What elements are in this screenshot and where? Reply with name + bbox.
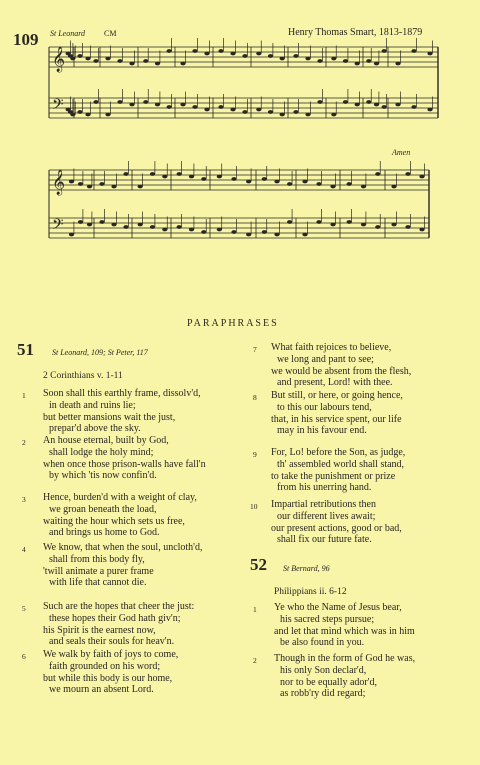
verse-number: 3 xyxy=(22,495,26,504)
note-head xyxy=(330,185,335,189)
note-head xyxy=(427,108,432,112)
verse xyxy=(43,542,203,589)
verse-line: with life that cannot die. xyxy=(49,577,147,589)
verse-line: and seals their souls for heav'n. xyxy=(49,636,175,648)
verse-line: as robb'ry did regard; xyxy=(280,688,366,700)
note-head xyxy=(177,225,182,229)
note-head xyxy=(155,62,160,66)
amen-label: Amen xyxy=(392,148,411,157)
note-head xyxy=(230,52,235,56)
note-head xyxy=(111,185,116,189)
note-head xyxy=(70,57,75,61)
note-head xyxy=(150,172,155,176)
note-head xyxy=(317,59,322,63)
note-head xyxy=(343,59,348,63)
verse-number: 2 xyxy=(22,438,26,447)
note-head xyxy=(143,100,148,104)
verse-number: 7 xyxy=(253,345,257,354)
paraphrase-52-scripture: Philippians ii. 6-12 xyxy=(274,587,347,597)
note-head xyxy=(77,110,82,114)
verse-number: 9 xyxy=(253,450,257,459)
note-head xyxy=(411,105,416,109)
note-head xyxy=(382,105,387,109)
note-head xyxy=(204,52,209,56)
verse-line: Impartial retributions then xyxy=(271,499,376,510)
note-head xyxy=(231,230,236,234)
note-head xyxy=(256,52,261,56)
verse-line: 'twill animate a purer frame xyxy=(43,565,154,577)
verse-line: prepar'd above the sky. xyxy=(49,423,141,435)
verse-line: We walk by faith of joys to come, xyxy=(43,649,179,660)
note-head xyxy=(129,62,134,66)
note-head xyxy=(105,57,110,61)
note-head xyxy=(246,233,251,237)
note-head xyxy=(129,103,134,107)
verse-line: An house eternal, built by God, xyxy=(43,435,169,446)
note-head xyxy=(180,62,185,66)
note-head xyxy=(280,113,285,117)
note-head xyxy=(262,230,267,234)
verse-number: 1 xyxy=(253,605,257,614)
verse-line: Soon shall this earthly frame, dissolv'd, xyxy=(43,388,201,399)
note-head xyxy=(317,100,322,104)
note-head xyxy=(331,57,336,61)
paraphrase-51-tunes: St Leonard, 109; St Peter, 117 xyxy=(52,348,148,357)
note-head xyxy=(167,105,172,109)
note-head xyxy=(375,225,380,229)
section-heading: PARAPHRASES xyxy=(187,318,279,329)
bass-clef: 𝄢 xyxy=(52,96,64,117)
note-head xyxy=(105,113,110,117)
note-head xyxy=(87,185,92,189)
note-head xyxy=(427,52,432,56)
note-head xyxy=(256,108,261,112)
verse-line: that, in his service spent, our life xyxy=(271,413,402,425)
paraphrase-52-tunes: St Bernard, 96 xyxy=(283,564,330,573)
note-head xyxy=(117,100,122,104)
verse-line: and let that mind which was in him xyxy=(274,625,415,637)
note-head xyxy=(347,182,352,186)
verse-number: 1 xyxy=(22,391,26,400)
verse-line: but while this body is our home, xyxy=(43,672,173,684)
note-head xyxy=(85,57,90,61)
note-head xyxy=(366,100,371,104)
verse-number: 5 xyxy=(22,604,26,613)
note-head xyxy=(316,220,321,224)
note-head xyxy=(180,103,185,107)
note-head xyxy=(192,105,197,109)
note-head xyxy=(382,49,387,53)
verse-line: but better mansions wait the just, xyxy=(43,411,176,423)
note-head xyxy=(162,228,167,232)
note-head xyxy=(78,220,83,224)
note-head xyxy=(391,185,396,189)
verse-line: Hence, burden'd with a weight of clay, xyxy=(43,492,197,503)
verse-line: faith grounded on his word; xyxy=(49,660,161,672)
verse-line: be also found in you. xyxy=(280,637,365,649)
note-head xyxy=(343,100,348,104)
verse-number: 6 xyxy=(22,652,26,661)
verse xyxy=(271,447,405,494)
note-head xyxy=(262,177,267,181)
note-head xyxy=(138,185,143,189)
note-head xyxy=(302,233,307,237)
verse-number: 4 xyxy=(22,545,26,554)
note-head xyxy=(405,225,410,229)
note-head xyxy=(405,172,410,176)
note-head xyxy=(201,230,206,234)
note-head xyxy=(331,113,336,117)
verse xyxy=(43,649,178,696)
note-head xyxy=(150,225,155,229)
note-head xyxy=(375,172,380,176)
note-head xyxy=(305,57,310,61)
note-head xyxy=(218,49,223,53)
paraphrase-51-number: 51 xyxy=(17,340,34,359)
note-head xyxy=(123,172,128,176)
verse-line: we would be absent from the flesh, xyxy=(271,365,412,377)
note-head xyxy=(138,223,143,227)
note-head xyxy=(374,62,379,66)
verse-line: Though in the form of God he was, xyxy=(274,653,416,664)
note-head xyxy=(77,54,82,58)
music-score xyxy=(0,0,480,270)
note-head xyxy=(361,223,366,227)
note-head xyxy=(70,113,75,117)
note-head xyxy=(287,182,292,186)
note-head xyxy=(246,180,251,184)
verse-line: th' assembled world shall stand, xyxy=(277,458,405,470)
note-head xyxy=(287,220,292,224)
verse-line: Ye who the Name of Jesus bear, xyxy=(274,602,402,613)
verse-line: our present actions, good or bad, xyxy=(271,522,402,534)
note-head xyxy=(69,233,74,237)
verse xyxy=(271,499,402,546)
note-head xyxy=(93,100,98,104)
meter: CM xyxy=(104,29,117,38)
note-head xyxy=(242,110,247,114)
note-head xyxy=(189,228,194,232)
verse xyxy=(43,492,197,539)
note-head xyxy=(99,182,104,186)
note-head xyxy=(395,62,400,66)
note-head xyxy=(395,103,400,107)
note-head xyxy=(280,57,285,61)
verse-line: in death and ruins lie; xyxy=(49,399,136,411)
note-head xyxy=(99,220,104,224)
verse-line: to take the punishment or prize xyxy=(271,470,396,482)
bass-clef: 𝄢 xyxy=(52,216,64,237)
note-head xyxy=(111,223,116,227)
verse-line: his only Son declar'd, xyxy=(280,664,367,676)
paraphrase-51-scripture: 2 Corinthians v. 1-11 xyxy=(43,371,123,381)
note-head xyxy=(204,108,209,112)
note-head xyxy=(217,228,222,232)
verse-line: we long and pant to see; xyxy=(277,353,374,365)
verse-line: our different lives await; xyxy=(277,510,376,522)
note-head xyxy=(305,113,310,117)
verse-line: nor to be equally ador'd, xyxy=(280,676,378,688)
note-head xyxy=(192,49,197,53)
verse-number: 8 xyxy=(253,393,257,402)
verse xyxy=(43,388,201,435)
note-head xyxy=(162,175,167,179)
verse-line: waiting the hour which sets us free, xyxy=(43,515,185,527)
note-head xyxy=(355,62,360,66)
note-head xyxy=(167,49,172,53)
verse-number: 2 xyxy=(253,656,257,665)
verse-line: What faith rejoices to believe, xyxy=(271,342,392,353)
composer: Henry Thomas Smart, 1813-1879 xyxy=(288,27,423,38)
note-head xyxy=(85,113,90,117)
note-head xyxy=(274,233,279,237)
note-head xyxy=(391,223,396,227)
hymn-number: 109 xyxy=(13,30,39,49)
verse-line: by which 'tis now confin'd. xyxy=(49,470,157,482)
note-head xyxy=(117,59,122,63)
note-head xyxy=(177,172,182,176)
verse-line: and present, Lord! with thee. xyxy=(277,377,393,389)
verse-line: his Spirit is the earnest now, xyxy=(43,624,156,636)
verse-number: 10 xyxy=(250,502,258,511)
verse-line: For, Lo! before the Son, as judge, xyxy=(271,447,406,458)
note-head xyxy=(302,180,307,184)
verse-line: shall lodge the holy mind; xyxy=(49,446,154,458)
note-head xyxy=(347,220,352,224)
verse-line: and brings us home to God. xyxy=(49,527,160,539)
note-head xyxy=(361,185,366,189)
note-head xyxy=(355,103,360,107)
note-head xyxy=(419,228,424,232)
note-head xyxy=(374,103,379,107)
note-head xyxy=(78,182,83,186)
note-head xyxy=(87,223,92,227)
note-head xyxy=(93,59,98,63)
verse xyxy=(274,602,415,649)
note-head xyxy=(330,223,335,227)
verse-line: these hopes their God hath giv'n; xyxy=(49,612,181,624)
verse xyxy=(271,390,403,437)
verse-line: from his unerring hand. xyxy=(277,482,372,494)
verse-line: But still, or here, or going hence, xyxy=(271,390,403,401)
note-head xyxy=(155,103,160,107)
verse-line: shall from this body fly, xyxy=(49,553,145,565)
verse-line: when once those prison-walls have fall'n xyxy=(43,458,206,470)
note-head xyxy=(143,59,148,63)
verse-line: his sacred steps pursue; xyxy=(280,613,375,625)
verse xyxy=(271,342,411,389)
verse-line: to this our labours tend, xyxy=(277,401,372,413)
note-head xyxy=(230,108,235,112)
verse xyxy=(43,435,206,482)
note-head xyxy=(316,182,321,186)
verse xyxy=(274,653,415,700)
note-head xyxy=(242,54,247,58)
verse-line: may in his favour end. xyxy=(277,425,367,437)
verse xyxy=(43,601,194,648)
note-head xyxy=(123,225,128,229)
verse-line: shall fix our future fate. xyxy=(277,534,372,546)
note-head xyxy=(268,110,273,114)
paraphrase-52-number: 52 xyxy=(250,555,267,574)
note-head xyxy=(217,175,222,179)
verse-line: we groan beneath the load, xyxy=(49,503,157,515)
note-head xyxy=(293,54,298,58)
note-head xyxy=(293,110,298,114)
note-head xyxy=(366,59,371,63)
note-head xyxy=(201,177,206,181)
note-head xyxy=(218,105,223,109)
verse-line: We know, that when the soul, unclоth'd, xyxy=(43,542,203,553)
verse-line: we mourn an absent Lord. xyxy=(49,684,154,696)
note-head xyxy=(69,180,74,184)
note-head xyxy=(189,175,194,179)
note-head xyxy=(268,54,273,58)
tune-name: St Leonard xyxy=(50,29,86,38)
treble-clef: 𝄞 xyxy=(52,47,66,72)
treble-clef: 𝄞 xyxy=(52,170,66,195)
note-head xyxy=(419,175,424,179)
note-head xyxy=(231,177,236,181)
verse-line: Such are the hopes that cheer the just: xyxy=(43,601,195,612)
note-head xyxy=(274,180,279,184)
note-head xyxy=(411,49,416,53)
